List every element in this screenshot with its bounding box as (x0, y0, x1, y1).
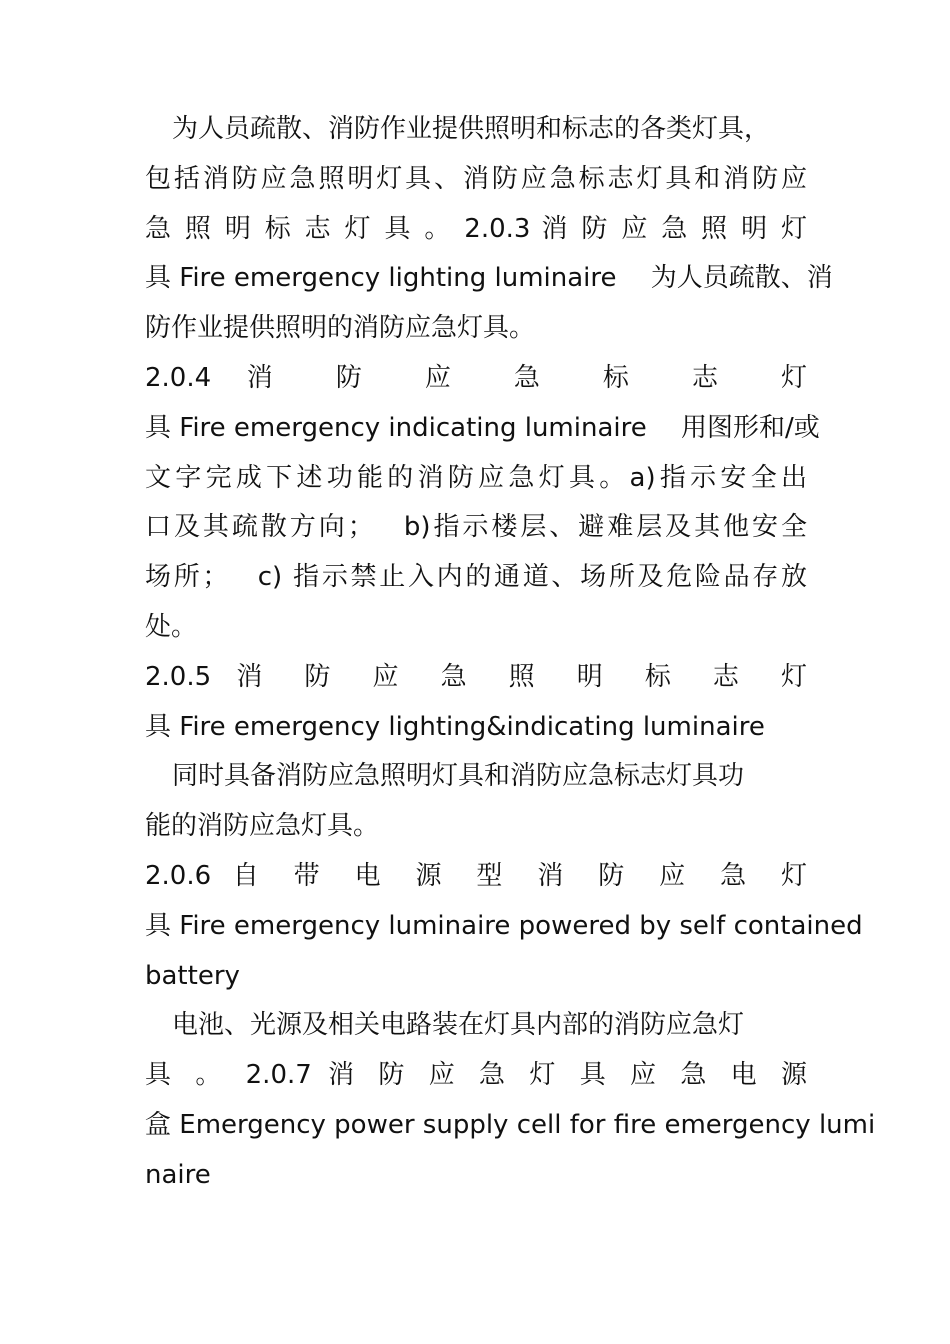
section-heading-line: 2.0.5 消 防 应 急 照 明 标 志 灯 (145, 661, 807, 692)
text-line: 包括消防应急照明灯具、消防应急标志灯具和消防应 (145, 163, 807, 194)
text-line: 能的消防应急灯具。 (145, 811, 380, 842)
section-heading-line: 2.0.4 消 防 应 急 标 志 灯 (145, 362, 807, 393)
text-line: 具 Fire emergency luminaire powered by self contained (145, 910, 863, 941)
text-line: 急 照 明 标 志 灯 具 。 2.0.3 消 防 应 急 照 明 灯 (145, 213, 807, 244)
text-line: 具 Fire emergency indicating luminaire 用图形和/或 (145, 412, 820, 443)
text-line: 盒 Emergency power supply cell for fire emergency lumi (145, 1109, 876, 1140)
text-line: 具 。 2.0.7 消 防 应 急 灯 具 应 急 电 源 (145, 1060, 807, 1091)
text-line: 同时具备消防应急照明灯具和消防应急标志灯具功 (172, 761, 745, 792)
text-line: 文字完成下述功能的消防应急灯具。a)指示安全出 (145, 462, 807, 493)
text-line: 场所； c) 指示禁止入内的通道、场所及危险品存放 (145, 562, 807, 593)
text-line: 防作业提供照明的消防应急灯具。 (145, 313, 536, 344)
section-heading-line: 2.0.6 自 带 电 源 型 消 防 应 急 灯 (145, 860, 807, 891)
text-line: battery (145, 960, 240, 991)
text-line: 具 Fire emergency lighting luminaire 为人员疏散、消 (145, 263, 833, 294)
text-line: 电池、光源及相关电路装在灯具内部的消防应急灯 (172, 1010, 745, 1041)
text-line: 处。 (145, 611, 198, 642)
document-page (145, 105, 876, 1201)
text-line: 口及其疏散方向； b)指示楼层、避难层及其他安全 (145, 512, 807, 543)
text-line: naire (145, 1159, 211, 1190)
text-line: 为人员疏散、消防作业提供照明和标志的各类灯具， (172, 114, 771, 144)
text-line: 具 Fire emergency lighting&indicating luminaire (145, 711, 765, 742)
